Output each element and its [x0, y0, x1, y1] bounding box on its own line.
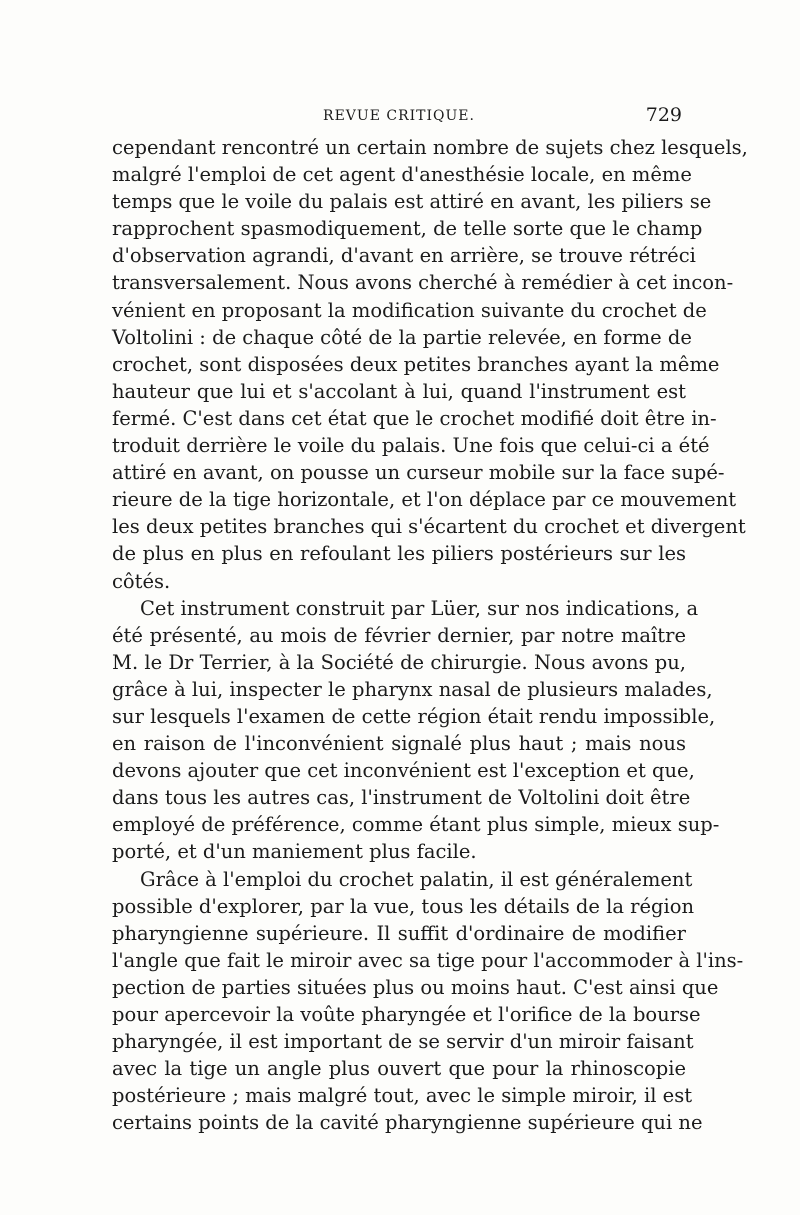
paragraph [112, 866, 744, 1137]
text-line: en raison de l'inconvénient signalé plus haut ; mais nous [112, 732, 686, 756]
text-line: pharyngienne supérieure. Il suffit d'ordinaire de modifier [112, 921, 686, 945]
text-line: pour apercevoir la voûte pharyngée et l'orifice de la bourse [112, 1003, 701, 1026]
text-line: pection de parties situées plus ou moins haut. C'est ainsi que [112, 975, 719, 999]
text-line: cependant rencontré un certain nombre de sujets chez lesquels, [112, 136, 748, 159]
text-line: possible d'explorer, par la vue, tous les détails de la région [112, 894, 695, 918]
running-title: REVUE CRITIQUE. [323, 108, 475, 124]
body-text [112, 134, 748, 1136]
text-line: fermé. C'est dans cet état que le crochet modifié doit être in- [112, 406, 717, 430]
text-line: côtés. [112, 569, 171, 593]
text-line: Voltolini : de chaque côté de la partie relevée, en forme de [112, 325, 692, 349]
text-line: été présenté, au mois de février dernier, par notre maître [112, 623, 686, 647]
text-line: sur lesquels l'examen de cette région était rendu impossible, [112, 704, 716, 728]
text-line: porté, et d'un maniement plus facile. [112, 840, 477, 864]
page-number: 729 [645, 104, 682, 126]
text-line: Grâce à l'emploi du crochet palatin, il est généralement [140, 867, 693, 891]
text-line: avec la tige un angle plus ouvert que pour la rhinoscopie [112, 1057, 686, 1081]
text-line: malgré l'emploi de cet agent d'anesthésie locale, en même [112, 163, 692, 187]
running-head [112, 104, 686, 130]
text-line: hauteur que lui et s'accolant à lui, quand l'instrument est [112, 379, 686, 403]
text-line: rapprochent spasmodiquement, de telle sorte que le champ [112, 217, 703, 241]
text-line: l'angle que fait le miroir avec sa tige pour l'accommoder à l'ins- [112, 948, 744, 972]
text-line: temps que le voile du palais est attiré en avant, les piliers se [112, 190, 712, 214]
text-line: M. le Dr Terrier, à la Société de chirurgie. Nous avons pu, [112, 650, 686, 674]
text-line: dans tous les autres cas, l'instrument de Voltolini doit être [112, 786, 691, 810]
text-line: attiré en avant, on pousse un curseur mobile sur la face supé- [112, 461, 725, 485]
text-line: vénient en proposant la modification suivante du crochet de [112, 298, 707, 322]
text-line: certains points de la cavité pharyngienne supérieure qui ne [112, 1111, 703, 1135]
text-line: rieure de la tige horizontale, et l'on déplace par ce mouvement [112, 488, 737, 512]
text-line: employé de préférence, comme étant plus simple, mieux sup- [112, 813, 720, 837]
text-line: Cet instrument construit par Lüer, sur nos indications, a [140, 596, 699, 620]
text-line: pharyngée, il est important de se servir d'un miroir faisant [112, 1030, 694, 1054]
text-line: grâce à lui, inspecter le pharynx nasal de plusieurs malades, [112, 677, 713, 701]
paragraph [112, 134, 748, 595]
paragraph [112, 595, 720, 866]
text-line: les deux petites branches qui s'écartent du crochet et divergent [112, 515, 746, 539]
text-line: transversalement. Nous avons cherché à remédier à cet incon- [112, 271, 734, 295]
text-line: postérieure ; mais malgré tout, avec le simple miroir, il est [112, 1084, 693, 1108]
text-line: de plus en plus en refoulant les piliers postérieurs sur les [112, 542, 686, 566]
text-line: crochet, sont disposées deux petites branches ayant la même [112, 352, 720, 376]
text-line: troduit derrière le voile du palais. Une fois que celui-ci a été [112, 434, 710, 458]
text-line: d'observation agrandi, d'avant en arrière, se trouve rétréci [112, 244, 696, 268]
text-line: devons ajouter que cet inconvénient est l'exception et que, [112, 759, 695, 783]
